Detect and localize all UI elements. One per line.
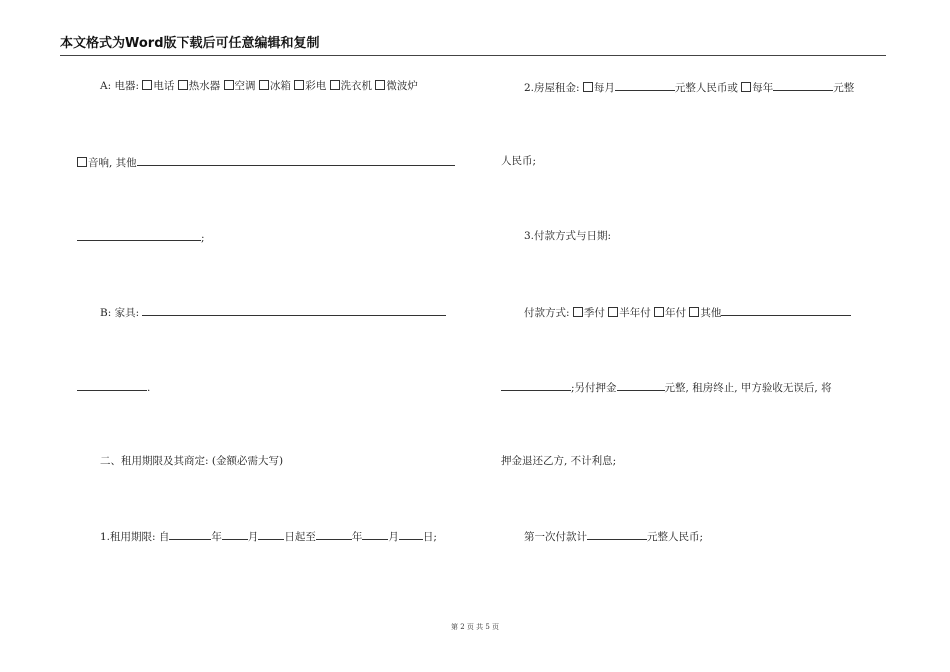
other-label: , 其他 <box>109 157 137 169</box>
option-label: 每月 <box>593 82 615 94</box>
deposit-text: 元整, 租房终止, 甲方验收无误后, 将 <box>664 382 832 394</box>
option-label: 年付 <box>665 307 687 319</box>
continuation-line <box>77 379 150 395</box>
option-label: 冰箱 <box>269 80 291 92</box>
blank-field[interactable] <box>169 528 211 540</box>
checkbox[interactable] <box>583 82 593 92</box>
option-label: 彩电 <box>305 80 327 92</box>
deposit-line <box>501 379 832 395</box>
term-label: 1.租用期限: 自 <box>100 531 170 543</box>
punctuation: ; <box>201 232 205 244</box>
year-label: 年 <box>351 531 363 543</box>
page-number: 第 2 页 共 5 页 <box>450 623 500 631</box>
month-label: 月 <box>388 531 399 543</box>
first-payment-text: 元整人民币; <box>647 531 704 543</box>
blank-field[interactable] <box>77 379 147 391</box>
furniture-label: B: 家具: <box>100 307 140 319</box>
payment-method-line <box>524 304 851 320</box>
checkbox[interactable] <box>375 80 385 90</box>
blank-field[interactable] <box>222 528 248 540</box>
checkbox[interactable] <box>608 307 618 317</box>
checkbox[interactable] <box>259 80 269 90</box>
appliances-prefix: A: 电器: <box>100 80 139 92</box>
blank-field[interactable] <box>773 79 833 91</box>
year-label: 年 <box>211 531 222 543</box>
deposit-label: ;另付押金 <box>571 382 617 394</box>
checkbox[interactable] <box>741 82 751 92</box>
checkbox[interactable] <box>142 80 152 90</box>
month-label: 月 <box>247 531 259 543</box>
option-label: 其他 <box>700 307 722 319</box>
payment-method-label: 付款方式: <box>524 307 570 319</box>
day-from-label: 日起至 <box>284 531 316 543</box>
checkbox[interactable] <box>178 80 188 90</box>
blank-field[interactable] <box>501 379 571 391</box>
checkbox[interactable] <box>224 80 234 90</box>
checkbox[interactable] <box>573 307 583 317</box>
checkbox[interactable] <box>654 307 664 317</box>
deposit-return-line: 押金退还乙方, 不计利息; <box>501 455 617 467</box>
checkbox[interactable] <box>294 80 304 90</box>
option-label: 洗衣机 <box>340 80 373 92</box>
rent-text: 元整人民币或 <box>674 82 738 94</box>
option-label: 季付 <box>583 307 605 319</box>
checkbox[interactable] <box>689 307 699 317</box>
blank-field[interactable] <box>316 528 352 540</box>
blank-field[interactable] <box>399 528 423 540</box>
document-header: 本文格式为Word版下载后可任意编辑和复制 <box>60 36 886 56</box>
blank-field[interactable] <box>142 304 446 316</box>
rent-line <box>524 79 854 95</box>
payment-heading: 3.付款方式与日期: <box>524 230 612 242</box>
blank-field[interactable] <box>721 304 851 316</box>
lease-term-line <box>100 528 437 544</box>
option-label: 空调 <box>234 80 256 92</box>
option-label: 半年付 <box>619 307 651 319</box>
audio-other-line <box>77 154 455 170</box>
continuation-line <box>77 229 205 245</box>
first-payment-line <box>524 528 703 544</box>
blank-field[interactable] <box>137 154 455 166</box>
blank-field[interactable] <box>258 528 284 540</box>
appliances-line <box>100 79 418 93</box>
option-label: 音响 <box>88 157 109 169</box>
currency-line: 人民币; <box>501 155 537 167</box>
checkbox[interactable] <box>330 80 340 90</box>
checkbox[interactable] <box>77 157 87 167</box>
option-label: 每年 <box>752 82 774 94</box>
blank-field[interactable] <box>615 79 675 91</box>
option-label: 热水器 <box>188 80 221 92</box>
blank-field[interactable] <box>617 379 665 391</box>
day-label: 日; <box>422 531 437 543</box>
first-payment-label: 第一次付款计 <box>524 531 587 543</box>
option-label: 微波炉 <box>386 80 418 92</box>
rent-label: 2.房屋租金: <box>524 82 580 94</box>
blank-field[interactable] <box>77 229 201 241</box>
furniture-line <box>100 304 446 320</box>
blank-field[interactable] <box>362 528 388 540</box>
blank-field[interactable] <box>587 528 647 540</box>
rent-text: 元整 <box>833 82 855 94</box>
option-label: 电话 <box>153 80 175 92</box>
punctuation: . <box>147 382 151 394</box>
section-heading: 二、租用期限及其商定: (金额必需大写) <box>100 455 284 467</box>
